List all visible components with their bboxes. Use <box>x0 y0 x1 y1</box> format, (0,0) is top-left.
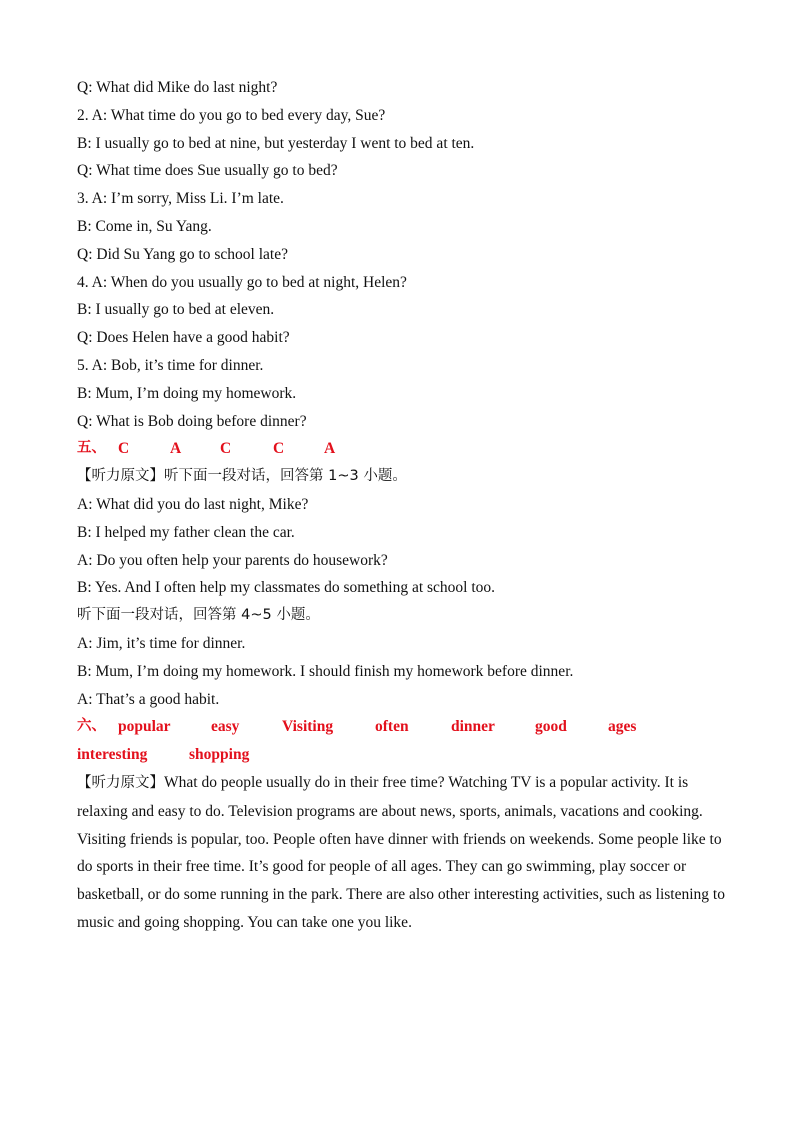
text-line: Q: What time does Sue usually go to bed? <box>77 162 338 180</box>
section5-answer-row <box>77 435 727 463</box>
answer-key: shopping <box>189 746 250 764</box>
text-line: 2. A: What time do you go to bed every day, Sue? <box>77 106 386 124</box>
text-line: 5. A: Bob, it’s time for dinner. <box>77 356 264 374</box>
answer-key: A <box>324 440 336 458</box>
dialogue-block-section5 <box>77 463 727 713</box>
answer-key: easy <box>211 718 240 736</box>
section5-label: 五、 <box>77 440 106 457</box>
text-line: 3. A: I’m sorry, Miss Li. I’m late. <box>77 190 284 208</box>
text-line: Q: Did Su Yang go to school late? <box>77 245 288 263</box>
dialogue-block-top <box>77 74 727 435</box>
text-line: B: I usually go to bed at eleven. <box>77 301 275 319</box>
document-page <box>77 74 727 937</box>
section6-answer-row-2 <box>77 741 727 769</box>
text-line: A: What did you do last night, Mike? <box>77 495 309 513</box>
text-line: B: I usually go to bed at nine, but yesterday I went to bed at ten. <box>77 134 475 152</box>
text-line: Q: Does Helen have a good habit? <box>77 329 290 347</box>
answer-key: interesting <box>77 746 148 764</box>
text-line: A: Do you often help your parents do housework? <box>77 551 388 569</box>
text-line: B: Come in, Su Yang. <box>77 217 212 235</box>
transcript-text: What do people usually do in their free time? Watching TV is a popular activity. It is relaxing and easy to do. Television programs are about news, sports, animals, vacations and cooking. Visiting friends is popular, too. People often have dinner with friends on weekends. Some people like to do sports in their free time. It’s good for people of all ages. They can go swimming, play soccer or basketball, or do some running in the park. There are also other interesting activities, such as listening to music and going shopping. You can take one you like. <box>77 773 725 931</box>
text-line: A: Jim, it’s time for dinner. <box>77 634 246 652</box>
answer-key: good <box>535 718 567 736</box>
text-line: B: Yes. And I often help my classmates do something at school too. <box>77 579 496 597</box>
text-line: A: That’s a good habit. <box>77 690 220 708</box>
answer-key: C <box>273 440 285 458</box>
text-line: B: Mum, I’m doing my homework. <box>77 384 297 402</box>
answer-key: ages <box>608 718 637 736</box>
section6-label: 六、 <box>77 718 106 735</box>
transcript-heading: 听下面一段对话，回答第 4~5 小题。 <box>77 607 320 624</box>
transcript-heading: 【听力原文】听下面一段对话，回答第 1~3 小题。 <box>77 468 407 485</box>
answer-key: Visiting <box>282 718 334 736</box>
answer-key: A <box>170 440 182 458</box>
answer-key: popular <box>118 718 171 736</box>
text-line: 4. A: When do you usually go to bed at night, Helen? <box>77 273 407 291</box>
answer-key: C <box>118 440 130 458</box>
text-line: B: Mum, I’m doing my homework. I should finish my homework before dinner. <box>77 662 574 680</box>
text-line: B: I helped my father clean the car. <box>77 523 295 541</box>
transcript-paragraph <box>77 769 727 937</box>
answer-key: often <box>375 718 409 736</box>
answer-key: C <box>220 440 232 458</box>
answer-key: dinner <box>451 718 495 736</box>
text-line: Q: What did Mike do last night? <box>77 79 278 96</box>
section6-answer-row <box>77 713 727 741</box>
text-line: Q: What is Bob doing before dinner? <box>77 412 307 430</box>
transcript-prefix: 【听力原文】 <box>77 774 164 791</box>
